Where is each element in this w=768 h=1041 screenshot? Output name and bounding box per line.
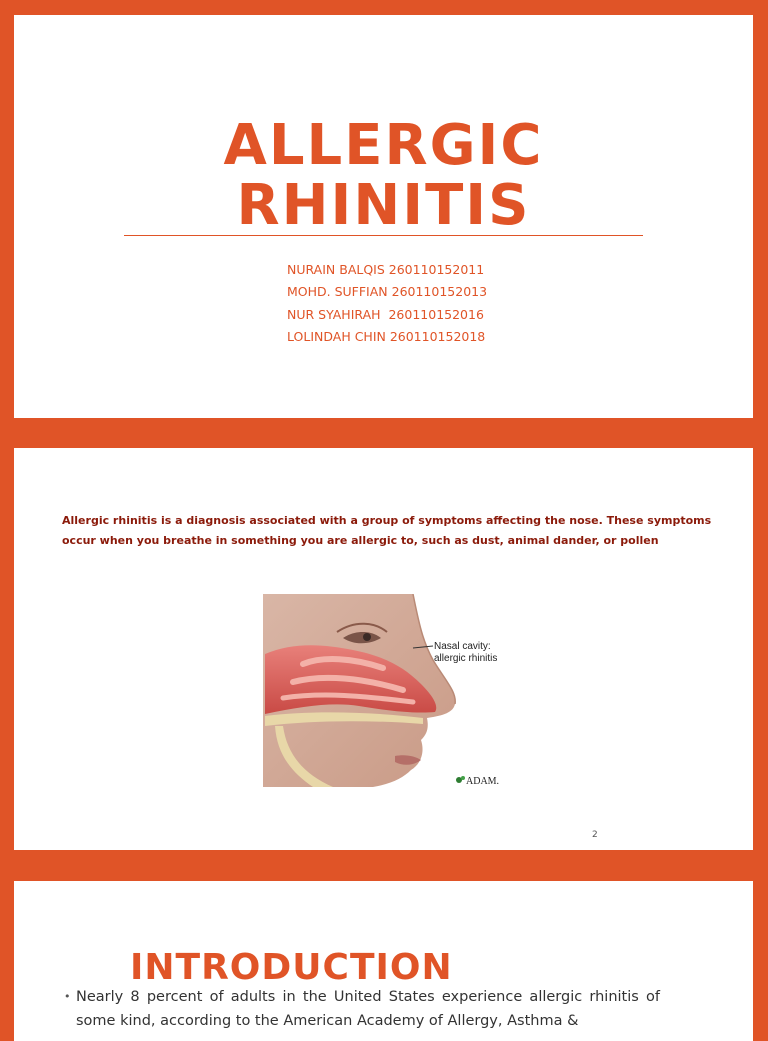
nasal-cavity-illustration [263, 594, 514, 787]
adam-logo [456, 776, 499, 787]
bullet-icon: • [64, 990, 71, 1003]
adam-logo-text: ADAM. [466, 776, 500, 787]
bullet-text: Nearly 8 percent of adults in the United States experience allergic rhinitis of some kind, according to the American Academy of Allergy, Asthma & [76, 989, 660, 1029]
author-item: NUR SYAHIRAH 260110152016 [287, 306, 484, 322]
author-list [287, 259, 487, 348]
definition-slide [14, 448, 753, 850]
figure-label-line-2: allergic rhinitis [434, 653, 498, 664]
author-item: MOHD. SUFFIAN 260110152013 [287, 284, 488, 300]
definition-text: Allergic rhinitis is a diagnosis associated with a group of symptoms affecting the nose. These symptoms occur when you breathe in something you are allergic to, such as dust, animal dander, or pollen [62, 514, 712, 547]
author-item: LOLINDAH CHIN 260110152018 [287, 328, 486, 344]
introduction-heading: INTRODUCTION [130, 947, 453, 988]
figure-label-line-1: Nasal cavity: [434, 641, 491, 652]
introduction-slide [14, 881, 753, 1041]
title-divider [124, 235, 643, 236]
introduction-bullets [64, 985, 660, 1033]
title-slide [14, 15, 753, 418]
nasal-cavity-drawing [263, 594, 514, 787]
list-item [64, 985, 660, 1033]
author-item: NURAIN BALQIS 260110152011 [287, 262, 485, 277]
slide-number: 2 [592, 830, 598, 840]
title-line-2: RHINITIS [236, 173, 531, 238]
title-line-1: ALLERGIC [223, 113, 544, 178]
